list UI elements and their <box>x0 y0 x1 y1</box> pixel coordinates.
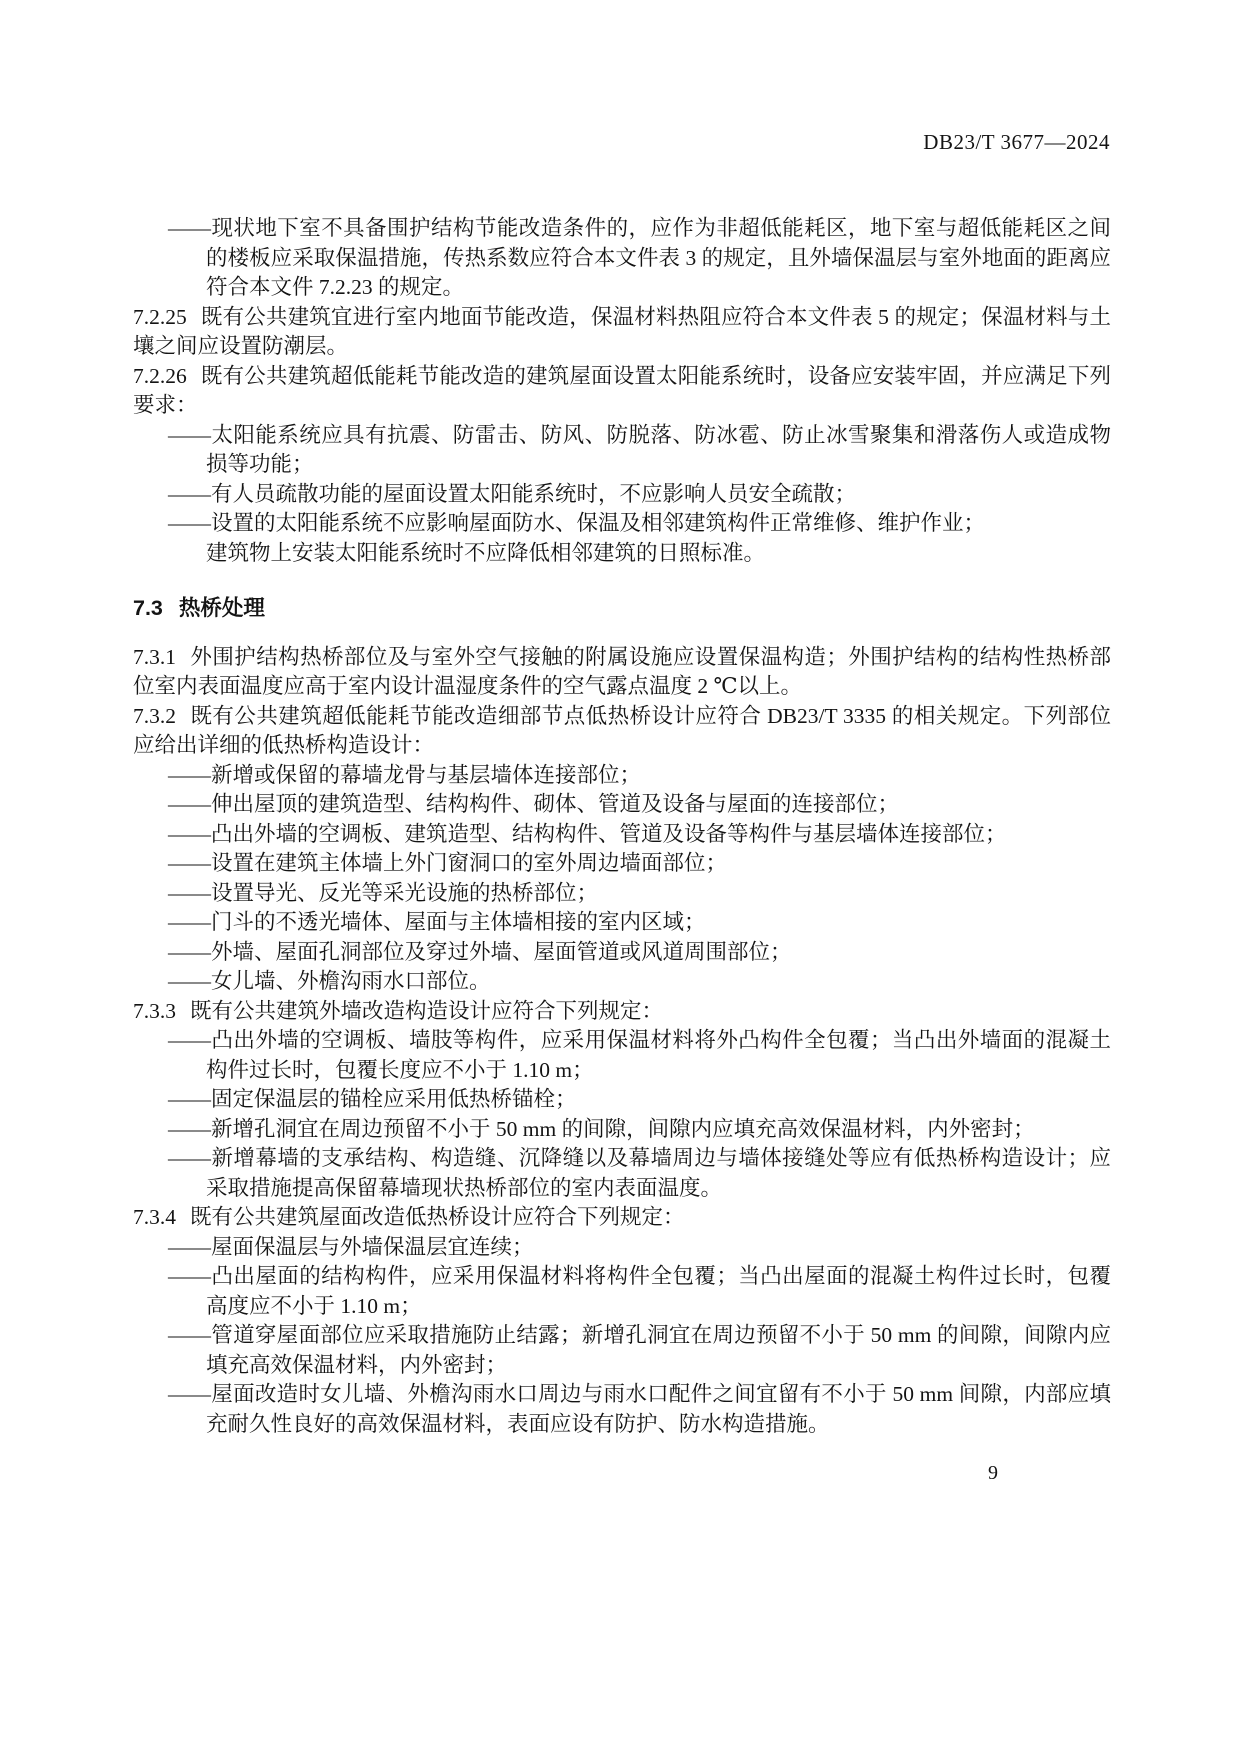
dash-list-item: ——新增幕墙的支承结构、构造缝、沉降缝以及幕墙周边与墙体接缝处等应有低热桥构造设计；应采取措施提高保留幕墙现状热桥部位的室内表面温度。 <box>168 1146 1111 1200</box>
document-body <box>133 214 1111 1439</box>
clause-paragraph <box>133 362 1111 421</box>
dash-list-item: ——凸出屋面的结构构件，应采用保温材料将构件全包覆；当凸出屋面的混凝土构件过长时，包覆高度应不小于 1.10 m； <box>168 1264 1111 1318</box>
dash-list-item: ——门斗的不透光墙体、屋面与主体墙相接的室内区域； <box>168 910 706 934</box>
clause-number: 7.3.4 <box>133 1205 176 1229</box>
dash-list-item: ——有人员疏散功能的屋面设置太阳能系统时，不应影响人员安全疏散； <box>168 481 857 506</box>
clause-paragraph <box>133 997 1111 1027</box>
dash-list-item: ——固定保温层的锚栓应采用低热桥锚栓； <box>168 1087 577 1111</box>
dash-list-item: ——设置导光、反光等采光设施的热桥部位； <box>168 880 599 905</box>
clause-number: 7.3.1 <box>133 644 176 669</box>
clause-paragraph <box>133 303 1111 362</box>
clause-paragraph <box>133 643 1111 702</box>
clause-number: 7.2.26 <box>133 363 187 388</box>
dash-list-item: ——屋面改造时女儿墙、外檐沟雨水口周边与雨水口配件之间宜留有不小于 50 mm 间隙，内部应填充耐久性良好的高效保温材料，表面应设有防护、防水构造措施。 <box>168 1382 1111 1436</box>
dash-list-item: ——凸出外墙的空调板、墙肢等构件，应采用保温材料将外凸构件全包覆；当凸出外墙面的混凝土构件过长时，包覆长度应不小于 1.10 m； <box>168 1028 1111 1082</box>
heading-text: 热桥处理 <box>178 596 265 620</box>
dash-list-item: ——现状地下室不具备围护结构节能改造条件的，应作为非超低能耗区，地下室与超低能耗区之间的楼板应采取保温措施，传热系数应符合本文件表 3 的规定，且外墙保温层与室外地面的距离应符合本文件 7.2.23 的规定。 <box>168 216 1111 299</box>
section-heading <box>133 594 1111 624</box>
clause-number: 7.2.25 <box>133 304 187 329</box>
dash-list-item: ——伸出屋顶的建筑造型、结构构件、砌体、管道及设备与屋面的连接部位； <box>168 792 900 816</box>
dash-list-item: ——女儿墙、外檐沟雨水口部位。 <box>168 969 491 993</box>
clause-text: 既有公共建筑屋面改造低热桥设计应符合下列规定： <box>190 1205 685 1229</box>
clause-number: 7.3.3 <box>133 998 176 1023</box>
dash-list-item: ——设置的太阳能系统不应影响屋面防水、保温及相邻建筑构件正常维修、维护作业； <box>168 511 986 535</box>
clause-text: 既有公共建筑超低能耗节能改造细部节点低热桥设计应符合 DB23/T 3335 的相关规定。下列部位应给出详细的低热桥构造设计： <box>133 703 1111 757</box>
clause-paragraph <box>133 702 1111 761</box>
heading-number: 7.3 <box>133 596 163 620</box>
dash-list-item: ——新增孔洞宜在周边预留不小于 50 mm 的间隙，间隙内应填充高效保温材料，内外密封； <box>168 1116 1035 1141</box>
dash-list-item: ——屋面保温层与外墙保温层宜连续； <box>168 1234 534 1259</box>
page-number: 9 <box>988 1462 998 1484</box>
dash-list-item: ——凸出外墙的空调板、建筑造型、结构构件、管道及设备等构件与基层墙体连接部位； <box>168 821 1007 846</box>
dash-list-item: ——管道穿屋面部位应采取措施防止结露；新增孔洞宜在周边预留不小于 50 mm 的间隙，间隙内应填充高效保温材料，内外密封； <box>168 1323 1111 1377</box>
clause-text: 既有公共建筑超低能耗节能改造的建筑屋面设置太阳能系统时，设备应安装牢固，并应满足下列要求： <box>133 363 1111 417</box>
dash-list-item: ——新增或保留的幕墙龙骨与基层墙体连接部位； <box>168 762 642 787</box>
dash-list-item: ——设置在建筑主体墙上外门窗洞口的室外周边墙面部位； <box>168 851 728 875</box>
doc-number: DB23/T 3677—2024 <box>923 130 1110 154</box>
clause-text: 既有公共建筑宜进行室内地面节能改造，保温材料热阻应符合本文件表 5 的规定；保温材料与土壤之间应设置防潮层。 <box>133 304 1111 358</box>
clause-text: 既有公共建筑外墙改造构造设计应符合下列规定： <box>190 998 664 1023</box>
clause-number: 7.3.2 <box>133 703 176 728</box>
dash-list-item: ——太阳能系统应具有抗震、防雷击、防风、防脱落、防冰雹、防止冰雪聚集和滑落伤人或造成物损等功能； <box>168 422 1111 476</box>
dash-list-item: ——外墙、屋面孔洞部位及穿过外墙、屋面管道或风道周围部位； <box>168 939 792 964</box>
clause-text: 外围护结构热桥部位及与室外空气接触的附属设施应设置保温构造；外围护结构的结构性热桥部位室内表面温度应高于室内设计温湿度条件的空气露点温度 2 ℃以上。 <box>133 644 1111 698</box>
clause-paragraph <box>133 1203 1111 1233</box>
body-paragraph: 建筑物上安装太阳能系统时不应降低相邻建筑的日照标准。 <box>206 540 766 565</box>
